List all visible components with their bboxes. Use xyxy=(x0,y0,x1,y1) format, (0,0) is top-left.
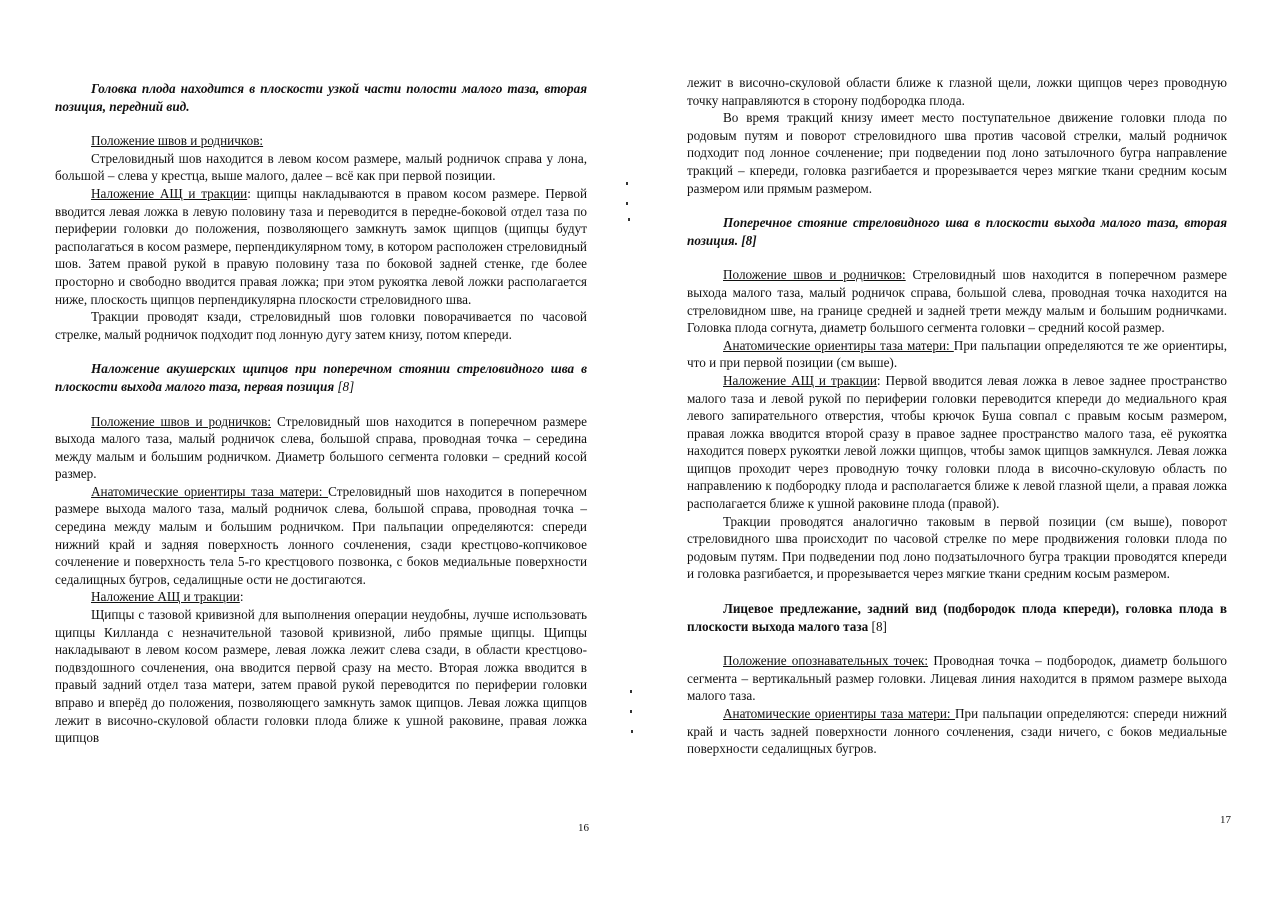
paragraph: Анатомические ориентиры таза матери: При пальпации определяются те же ориентиры, что и при первой позиции (см выше). xyxy=(687,337,1227,371)
paragraph: Тракции проводят кзади, стреловидный шов головки поворачивается по часовой стрелке, малый родничок подходит под лонную дугу затем книзу, потом кпереди. xyxy=(55,309,587,342)
subheading: Наложение АЩ и тракции xyxy=(723,372,877,388)
scan-artifact xyxy=(630,710,632,713)
paragraph: Наложение АЩ и тракции: Первой вводится левая ложка в левое заднее пространство малого таза и левой рукой по периферии головки переводится кпереди до медиального края левого запирательного отверстия, чтобы крючок Буша совпал с правым косым размером, правая ложка вводится второй сразу в правое заднее пространство малого таза, её рукоятка находится поверх рукоятки левой ложки щипцов, чтобы замок щипцов замкнулся. Левая ложка щипцов проходит через проводную точку головки плода в височно-скуловую область по направлению к подбородку плода и располагается ближе к левой глазной щели, а правая ложка располагается ближе к ушной раковине плода (правой). xyxy=(687,372,1227,512)
page-number: 16 xyxy=(578,822,589,834)
right-page xyxy=(640,0,1277,899)
subheading: Анатомические ориентиры таза матери: xyxy=(723,337,954,353)
paragraph: Наложение АЩ и тракции: xyxy=(91,589,244,605)
subheading: Наложение АЩ и тракции xyxy=(91,589,240,605)
section-heading: Лицевое предлежание, задний вид (подбородок плода кпереди), головка плода в плоскости выхода малого таза [8] xyxy=(687,601,1227,634)
paragraph: Положение швов и родничков: Стреловидный шов находится в поперечном размере выхода малого таза, малый родничок справа, большой слева, проводная точка находится на стреловидном шве, на границе средней и задней трети между малым и большим родничками. Головка плода согнута, диаметр большого сегмента головки – средний косой размер. xyxy=(687,267,1227,336)
paragraph: Анатомические ориентиры таза матери: Стреловидный шов находится в поперечном размере выхода малого таза, малый родничок слева, большой справа, проводная точка – середина между малым и большим родничком. При пальпации определяются: спереди нижний край и задняя поверхность лонного сочленения, сзади крестцово-копчиковое сочленение и поверхность тела 5-го крестцового позвонка, с боков медиальные поверхности седалищных бугров, седалищные ости не достигаются. xyxy=(55,483,587,587)
subheading: Анатомические ориентиры таза матери: xyxy=(91,483,329,499)
scan-artifact xyxy=(626,202,628,205)
paragraph: Стреловидный шов находится в левом косом размере, малый родничок справа у лона, большой – слева у крестца, выше малого, далее – всё как при первой позиции. xyxy=(55,150,587,184)
paragraph: Анатомические ориентиры таза матери: При пальпации определяются: спереди нижний край и часть задней поверхности лонного сочленения, сзади ничего, с боков медиальные поверхности седалищных бугров. xyxy=(687,706,1227,757)
subheading: Положение опознавательных точек: xyxy=(723,653,929,669)
subheading: Наложение АЩ и тракции xyxy=(91,185,248,201)
section-heading: Головка плода находится в плоскости узкой части полости малого таза, вторая позиция, передний вид. xyxy=(55,81,587,114)
scan-artifact xyxy=(626,182,628,185)
subheading: Положение швов и родничков: xyxy=(91,413,272,429)
paragraph: Положение опознавательных точек: Проводная точка – подбородок, диаметр большого сегмента – вертикальный размер головки. Лицевая линия находится в прямом размере выхода малого таза. xyxy=(687,653,1227,704)
scan-artifact xyxy=(631,730,633,733)
left-text-column xyxy=(55,80,587,747)
section-heading: Поперечное стояние стреловидного шва в плоскости выхода малого таза, вторая позиция. [8] xyxy=(687,215,1227,248)
paragraph: Положение швов и родничков: Стреловидный шов находится в поперечном размере выхода малого таза, малый родничок слева, большой справа, проводная точка – середина между малым и большим родничком. Диаметр большого сегмента головки – средний косой размер. xyxy=(55,413,588,482)
scan-artifact xyxy=(628,218,630,221)
paragraph: Тракции проводятся аналогично таковым в первой позиции (см выше), поворот стреловидного шва происходит по часовой стрелке по мере продвижения головки плода по родовым путям. При подведении под лоно подзатылочного бугра тракции проводятся кпереди и головка разгибается, и прорезывается через мягкие ткани средним косым размером. xyxy=(687,513,1227,582)
paragraph: Щипцы с тазовой кривизной для выполнения операции неудобны, лучше использовать щипцы Килланда с незначительной тазовой кривизной, либо прямые щипцы. Щипцы накладывают в левом косом размере, левая ложка лежит слева сзади, в области крестцово-подвздошного сочленения, она вводится первой сразу на место. Вторая ложка вводится в правый задний отдел таза матери, затем правой рукой переводится по периферии головки вправо и вперёд до положения, позволяющего замкнуть замок щипцов. Левая ложка щипцов лежит в височно-скуловой области головки плода ближе к ушной раковине, правая ложка щипцов xyxy=(55,607,587,746)
section-heading: Наложение акушерских щипцов при поперечном стоянии стреловидного шва в плоскости выхода малого таза, первая позиция [8] xyxy=(55,361,587,394)
subheading: Положение швов и родничков: xyxy=(723,267,906,283)
scan-artifact xyxy=(630,690,632,693)
paragraph: лежит в височно-скуловой области ближе к глазной щели, ложки щипцов через проводную точку направляются в сторону подбородка плода. xyxy=(687,75,1227,108)
page-number: 17 xyxy=(1220,814,1231,826)
right-text-column xyxy=(687,74,1227,758)
paragraph: Наложение АЩ и тракции: щипцы накладываются в правом косом размере. Первой вводится левая ложка в левую половину таза и переводится в передне-боковой отдел таза по периферии головки до положения, позволяющего замкнуть замок щипцов (щипцы будут располагаться в косом размере, перпендикулярном тому, в котором расположен стреловидный шов. Затем правой рукой в правую половину таза по боковой задней стенке, где более просторно и свободно вводится правая ложка; при этом рукоятка левой ложки располагается ниже, плоскость щипцов перпендикулярна плоскости стреловидного шва. xyxy=(55,185,587,307)
subheading: Анатомические ориентиры таза матери: xyxy=(723,706,955,721)
subheading: Положение швов и родничков: xyxy=(91,133,264,149)
paragraph xyxy=(55,132,587,150)
paragraph: Во время тракций книзу имеет место поступательное движение головки плода по родовым путям и поворот стреловидного шва против часовой стрелки, малый родничок подходит под лонное сочленение; при подведении под лоно затылочного бугра направление тракций – кпереди, головка разгибается и прорезывается через мягкие ткани средним косым размером или прямым размером. xyxy=(687,110,1227,196)
